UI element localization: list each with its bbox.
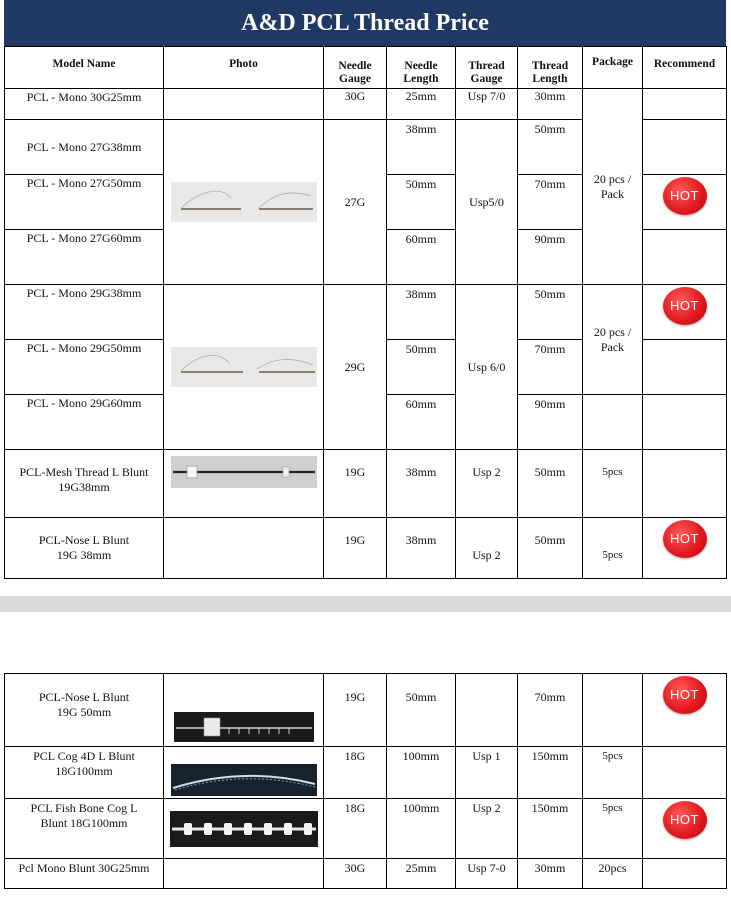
header-recommend: Recommend	[643, 47, 727, 89]
thread-gauge: Usp 2	[456, 450, 518, 518]
thread-length: 50mm	[518, 120, 583, 175]
thread-photo	[164, 674, 324, 747]
header-needle-length: Needle Length	[387, 47, 456, 89]
needle-gauge: 27G	[324, 120, 387, 285]
thread-length: 90mm	[518, 230, 583, 285]
thread-length: 90mm	[518, 395, 583, 450]
section-divider	[0, 596, 731, 612]
price-table-1	[4, 46, 727, 579]
hot-badge-icon: HOT	[663, 676, 707, 714]
needle-length: 100mm	[387, 799, 456, 859]
needle-gauge: 30G	[324, 89, 387, 120]
package-cell: 20 pcs / Pack	[583, 89, 643, 285]
thread-length: 70mm	[518, 175, 583, 230]
thread-length: 50mm	[518, 450, 583, 518]
needle-gauge: 18G	[324, 799, 387, 859]
thread-photo	[164, 285, 324, 450]
header-thread-gauge: Thread Gauge	[456, 47, 518, 89]
thread-photo	[164, 120, 324, 285]
thread-length: 30mm	[518, 859, 583, 889]
table-row	[5, 89, 727, 120]
model-name: PCL - Mono 27G38mm	[5, 120, 164, 175]
thread-length: 150mm	[518, 799, 583, 859]
price-table-2	[4, 673, 727, 889]
cog-4d-image	[171, 764, 317, 796]
recommend-cell	[643, 230, 727, 285]
needle-gauge: 19G	[324, 450, 387, 518]
needle-gauge: 30G	[324, 859, 387, 889]
hot-badge-icon: HOT	[663, 177, 707, 215]
package-cell	[583, 395, 643, 450]
photo-cell	[164, 518, 324, 579]
hot-badge-icon: HOT	[663, 801, 707, 839]
thread-photo	[164, 799, 324, 859]
table-row	[5, 859, 727, 889]
package-cell: 5pcs	[583, 799, 643, 859]
needle-length: 38mm	[387, 518, 456, 579]
needle-length: 50mm	[387, 175, 456, 230]
recommend-cell	[643, 395, 727, 450]
recommend-cell	[643, 89, 727, 120]
needle-length: 25mm	[387, 89, 456, 120]
header-photo: Photo	[164, 47, 324, 89]
table-row	[5, 674, 727, 747]
package-cell: 5pcs	[583, 518, 643, 579]
package-cell: 20pcs	[583, 859, 643, 889]
model-name: PCL - Mono 29G50mm	[5, 340, 164, 395]
recommend-cell	[643, 518, 727, 579]
model-name: PCL-Nose L Blunt 19G 50mm	[5, 674, 164, 747]
thread-length: 70mm	[518, 340, 583, 395]
thread-length: 150mm	[518, 747, 583, 799]
thread-gauge: Usp 6/0	[456, 285, 518, 450]
recommend-cell	[643, 859, 727, 889]
recommend-cell	[643, 120, 727, 175]
needle-gauge: 29G	[324, 285, 387, 450]
thread-length: 30mm	[518, 89, 583, 120]
table-row	[5, 747, 727, 799]
model-name: PCL - Mono 27G50mm	[5, 175, 164, 230]
thread-photo	[164, 747, 324, 799]
needle-length: 50mm	[387, 340, 456, 395]
thread-length: 50mm	[518, 518, 583, 579]
package-cell: 20 pcs / Pack	[583, 285, 643, 395]
fish-bone-cog-image	[170, 811, 318, 847]
photo-cell	[164, 859, 324, 889]
needle-length: 60mm	[387, 230, 456, 285]
thread-gauge: Usp5/0	[456, 120, 518, 285]
recommend-cell	[643, 340, 727, 395]
header-package: Package	[583, 47, 643, 89]
table-row	[5, 285, 727, 340]
needle-length: 25mm	[387, 859, 456, 889]
thread-gauge: Usp 7-0	[456, 859, 518, 889]
header-model-name: Model Name	[5, 47, 164, 89]
nose-blunt-image	[174, 712, 314, 742]
table-row	[5, 799, 727, 859]
recommend-cell	[643, 450, 727, 518]
table-row	[5, 518, 727, 579]
model-name: PCL Cog 4D L Blunt 18G100mm	[5, 747, 164, 799]
thread-length: 70mm	[518, 674, 583, 747]
thread-gauge: Usp 7/0	[456, 89, 518, 120]
model-name: PCL - Mono 29G60mm	[5, 395, 164, 450]
model-name: PCL-Nose L Blunt 19G 38mm	[5, 518, 164, 579]
thread-photo	[164, 450, 324, 518]
recommend-cell	[643, 674, 727, 747]
needle-length: 50mm	[387, 674, 456, 747]
model-name: PCL - Mono 30G25mm	[5, 89, 164, 120]
header-thread-length: Thread Length	[518, 47, 583, 89]
needle-gauge: 18G	[324, 747, 387, 799]
thread-gauge: Usp 2	[456, 518, 518, 579]
model-name: PCL - Mono 27G60mm	[5, 230, 164, 285]
recommend-cell	[643, 747, 727, 799]
recommend-cell	[643, 285, 727, 340]
needle-gauge: 19G	[324, 518, 387, 579]
mono-thread-image	[171, 182, 317, 222]
hot-badge-icon: HOT	[663, 287, 707, 325]
thread-length: 50mm	[518, 285, 583, 340]
package-cell: 5pcs	[583, 747, 643, 799]
recommend-cell	[643, 799, 727, 859]
mono-thread-image	[171, 347, 317, 387]
package-cell	[583, 674, 643, 747]
photo-cell	[164, 89, 324, 120]
model-name: PCL - Mono 29G38mm	[5, 285, 164, 340]
page-title: A&D PCL Thread Price	[4, 0, 726, 46]
thread-gauge: Usp 2	[456, 799, 518, 859]
hot-badge-icon: HOT	[663, 520, 707, 558]
needle-length: 38mm	[387, 285, 456, 340]
needle-length: 38mm	[387, 120, 456, 175]
model-name: Pcl Mono Blunt 30G25mm	[5, 859, 164, 889]
recommend-cell	[643, 175, 727, 230]
thread-gauge	[456, 674, 518, 747]
header-row	[5, 47, 727, 89]
thread-gauge: Usp 1	[456, 747, 518, 799]
table-row	[5, 450, 727, 518]
needle-gauge: 19G	[324, 674, 387, 747]
model-name: PCL-Mesh Thread L Blunt 19G38mm	[5, 450, 164, 518]
model-name: PCL Fish Bone Cog L Blunt 18G100mm	[5, 799, 164, 859]
mesh-thread-image	[171, 456, 317, 488]
header-needle-gauge: Needle Gauge	[324, 47, 387, 89]
package-cell: 5pcs	[583, 450, 643, 518]
needle-length: 100mm	[387, 747, 456, 799]
needle-length: 60mm	[387, 395, 456, 450]
needle-length: 38mm	[387, 450, 456, 518]
